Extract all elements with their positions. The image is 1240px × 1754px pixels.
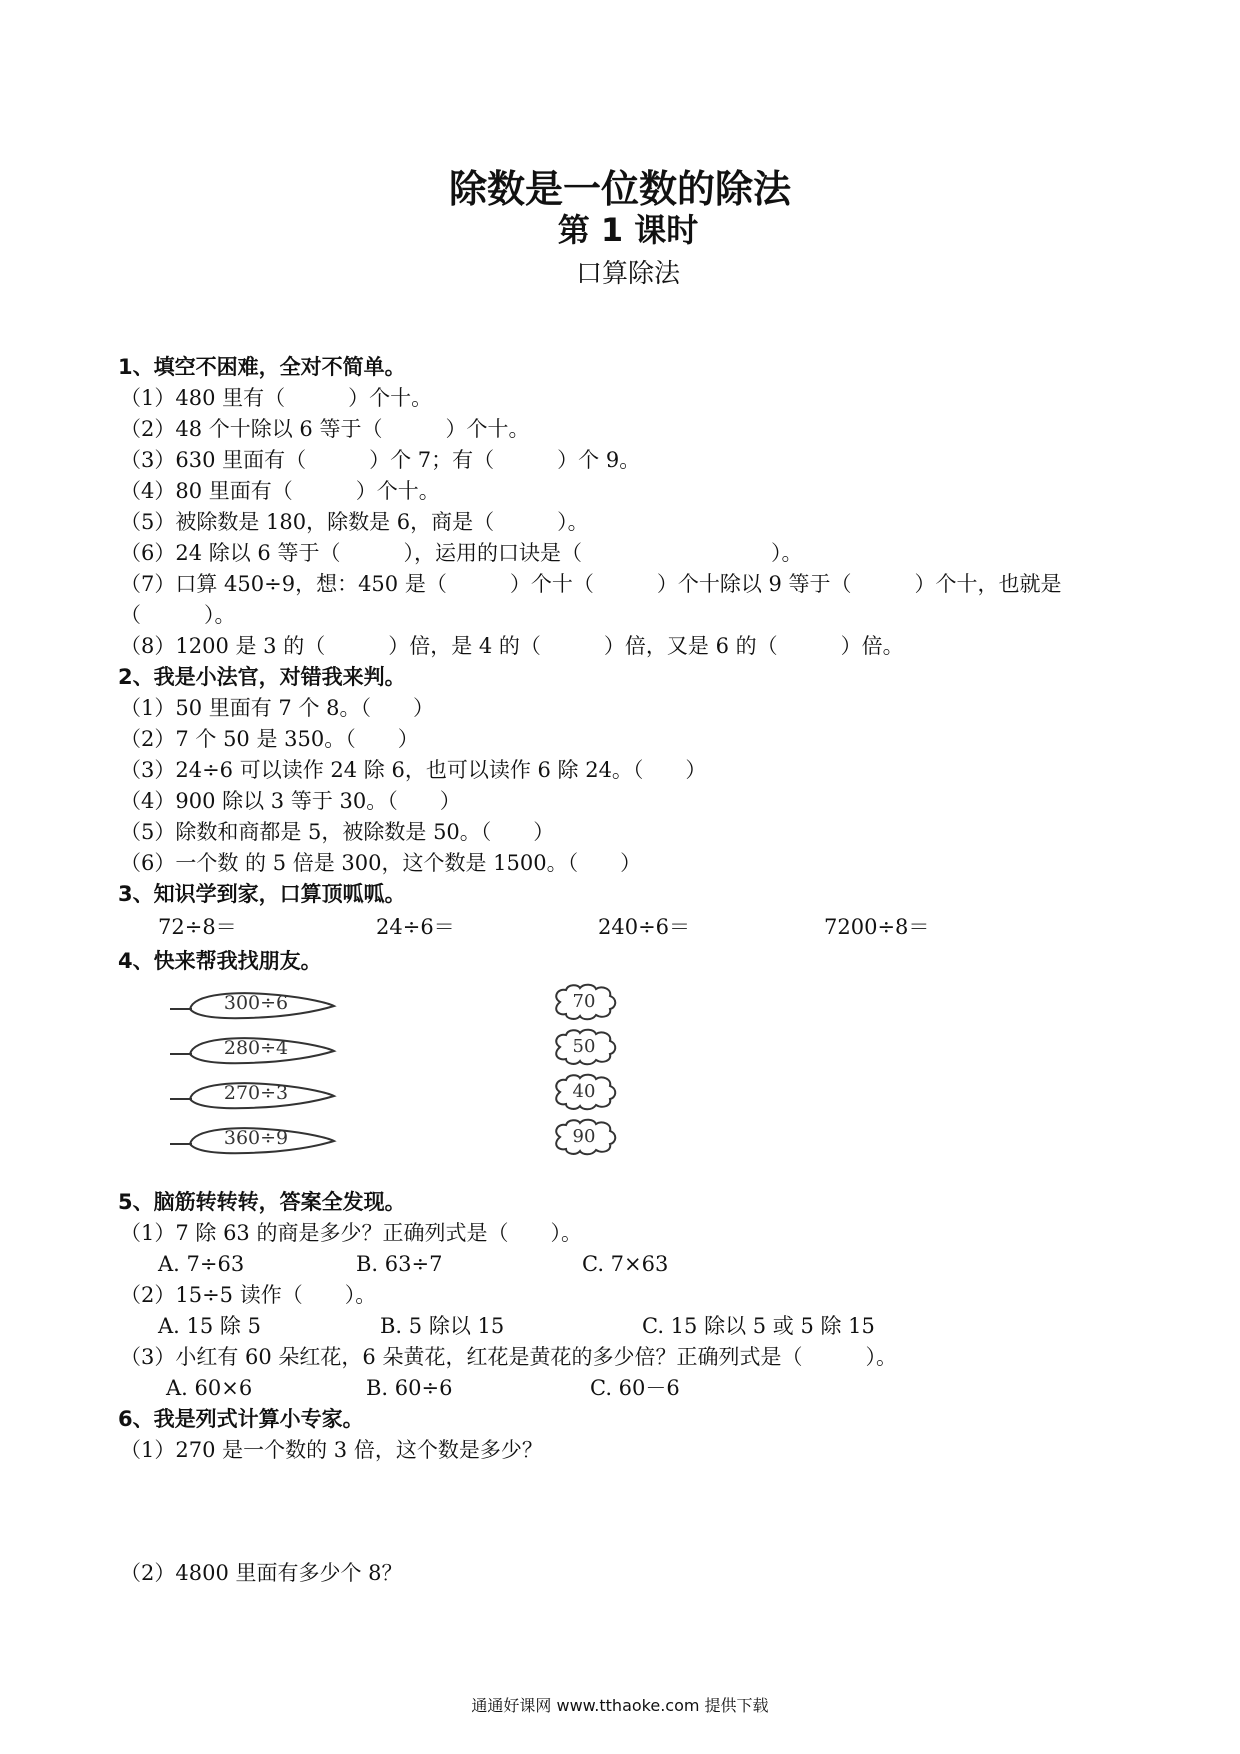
mental-problem-2: 24÷6＝: [376, 915, 455, 939]
s1-item-7: （7）口算 450÷9，想：450 是（ ）个十（ ）个十除以 9 等于（ ）个十，也就是（ ）。: [120, 572, 1062, 627]
s2-item-1: （1）50 里面有 7 个 8。（ ）: [120, 696, 435, 720]
flower-number: 40: [572, 1081, 596, 1102]
s2-item-6: （6）一个数 的 5 倍是 300，这个数是 1500。（ ）: [120, 851, 642, 875]
section-2-heading: 2、我是小法官，对错我来判。: [118, 665, 406, 689]
leaf-card-2: [168, 1032, 338, 1066]
section-1-heading: 1、填空不困难，全对不简单。: [118, 355, 406, 379]
s6-item-2: （2）4800 里面有多少个 8？: [120, 1561, 403, 1585]
page-footer: 通通好课网 www.tthaoke.com 提供下载: [471, 1696, 769, 1715]
s5-q1-option-c: C. 7×63: [582, 1252, 669, 1276]
s5-q3-option-a: A. 60×6: [166, 1376, 253, 1400]
s2-item-4: （4）900 除以 3 等于 30。（ ）: [120, 789, 461, 813]
flower-number: 90: [572, 1126, 596, 1147]
s1-item-4: （4）80 里面有（ ）个十。: [120, 479, 440, 503]
s2-item-3: （3）24÷6 可以读作 24 除 6，也可以读作 6 除 24。（ ）: [120, 758, 707, 782]
flower-card-3: [550, 1073, 618, 1111]
matching-area: [118, 977, 1118, 1187]
s1-item-5: （5）被除数是 180，除数是 6，商是（ ）。: [120, 510, 589, 534]
lesson-topic: 口算除法: [575, 259, 680, 289]
s1-item-2: （2）48 个十除以 6 等于（ ）个十。: [120, 417, 530, 441]
leaf-expression: 360÷9: [223, 1127, 289, 1149]
section-4-heading: 4、快来帮我找朋友。: [118, 949, 322, 973]
s5-q3-text: （3）小红有 60 朵红花，6 朵黄花，红花是黄花的多少倍？正确列式是（ ）。: [120, 1345, 897, 1369]
s5-q1-options: [118, 1249, 1118, 1280]
leaf-card-3: [168, 1077, 338, 1111]
leaf-card-1: [168, 987, 338, 1021]
s2-item-5: （5）除数和商都是 5，被除数是 50。（ ）: [120, 820, 555, 844]
lesson-number: 第 1 课时: [557, 211, 699, 249]
s2-item-2: （2）7 个 50 是 350。（ ）: [120, 727, 419, 751]
mental-problem-4: 7200÷8＝: [824, 915, 930, 939]
section-5-heading: 5、脑筋转转转，答案全发现。: [118, 1190, 406, 1214]
leaf-expression: 280÷4: [223, 1037, 289, 1059]
s1-item-1: （1）480 里有（ ）个十。: [120, 386, 433, 410]
s5-q1-text: （1）7 除 63 的商是多少？正确列式是（ ）。: [120, 1221, 582, 1245]
leaf-expression: 270÷3: [223, 1082, 289, 1104]
s1-item-8: （8）1200 是 3 的（ ）倍，是 4 的（ ）倍，又是 6 的（ ）倍。: [120, 634, 904, 658]
s5-q3-options: [118, 1373, 1118, 1404]
flower-card-4: [550, 1118, 618, 1156]
mental-math-row: [118, 910, 1118, 946]
s5-q2-option-a: A. 15 除 5: [158, 1314, 261, 1338]
flower-card-1: [550, 983, 618, 1021]
s5-q3-option-c: C. 60－6: [590, 1376, 680, 1400]
s5-q1-option-a: A. 7÷63: [158, 1252, 245, 1276]
leaf-card-4: [168, 1122, 338, 1156]
flower-card-2: [550, 1028, 618, 1066]
mental-problem-1: 72÷8＝: [158, 915, 237, 939]
s5-q3-option-b: B. 60÷6: [366, 1376, 453, 1400]
flower-number: 70: [572, 991, 596, 1012]
answer-space: [118, 1466, 1118, 1558]
section-6-heading: 6、我是列式计算小专家。: [118, 1407, 364, 1431]
flower-number: 50: [572, 1036, 596, 1057]
leaf-expression: 300÷6: [223, 992, 289, 1014]
s5-q2-text: （2）15÷5 读作（ ）。: [120, 1283, 377, 1307]
section-3-heading: 3、知识学到家，口算顶呱呱。: [118, 882, 406, 906]
mental-problem-3: 240÷6＝: [598, 915, 691, 939]
worksheet-content: [118, 352, 1118, 1589]
s5-q1-option-b: B. 63÷7: [356, 1252, 443, 1276]
s1-item-3: （3）630 里面有（ ）个 7；有（ ）个 9。: [120, 448, 641, 472]
worksheet-title: 除数是一位数的除法: [448, 167, 791, 211]
s1-item-6: （6）24 除以 6 等于（ ），运用的口诀是（ ）。: [120, 541, 803, 565]
s5-q2-option-b: B. 5 除以 15: [380, 1314, 505, 1338]
s5-q2-options: [118, 1311, 1118, 1342]
s6-item-1: （1）270 是一个数的 3 倍，这个数是多少？: [120, 1438, 543, 1462]
s5-q2-option-c: C. 15 除以 5 或 5 除 15: [642, 1314, 875, 1338]
